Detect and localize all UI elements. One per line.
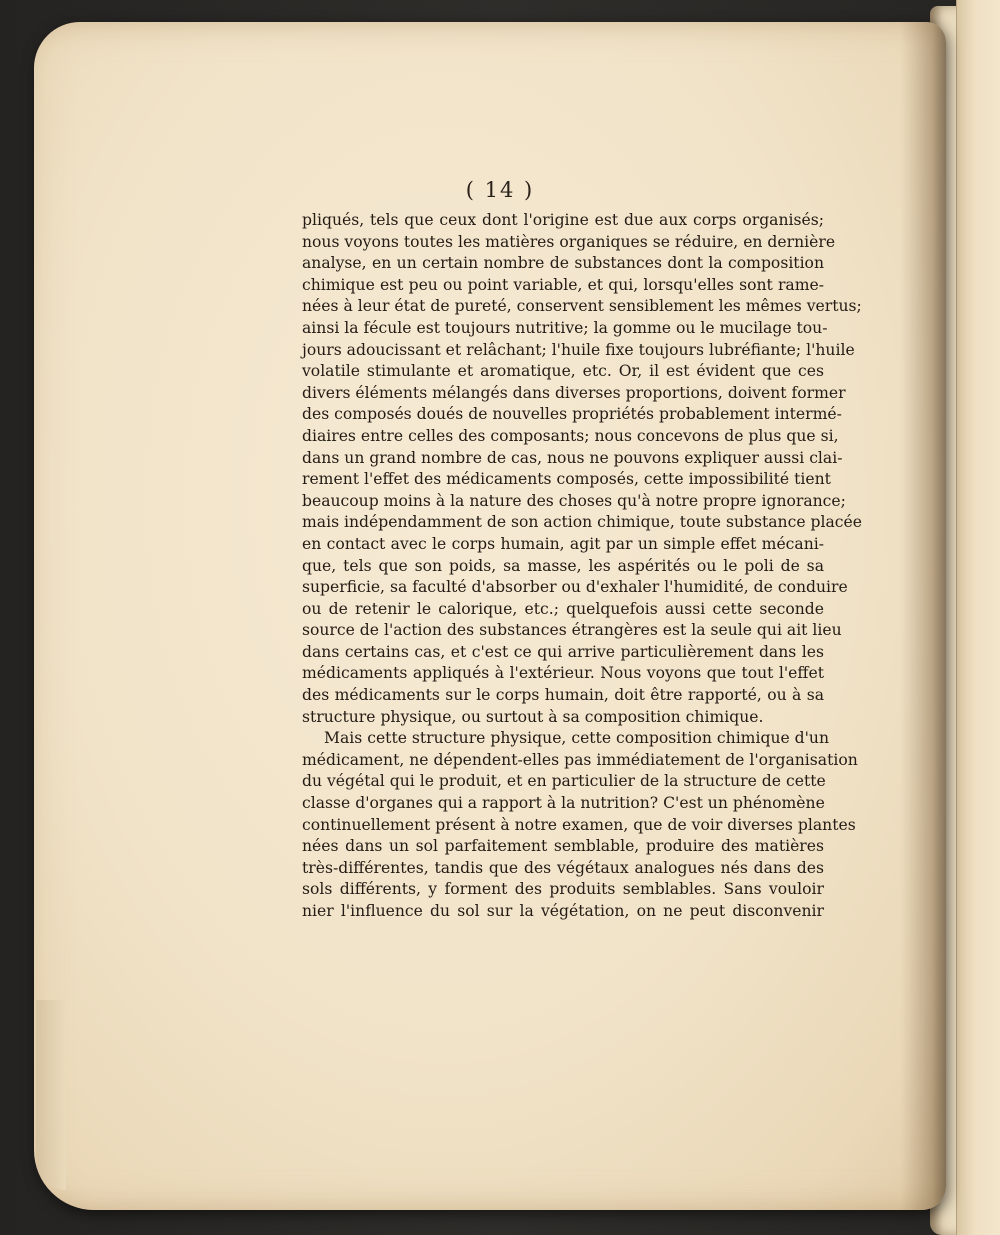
book-fore-edge: [956, 0, 1000, 1235]
text-line: médicaments appliqués à l'extérieur. Nous voyons que tout l'effet: [302, 664, 824, 683]
text-line: mais indépendamment de son action chimique, toute substance placée: [302, 513, 862, 532]
text-line: beaucoup moins à la nature des choses qu'à notre propre ignorance;: [302, 491, 846, 510]
text-line: en contact avec le corps humain, agit par un simple effet mécani-: [302, 534, 824, 553]
page-number: ( 14 ): [465, 178, 535, 202]
text-line: Mais cette structure physique, cette composition chimique d'un: [324, 729, 830, 748]
paragraph-2: [302, 728, 858, 922]
text-line: pliqués, tels que ceux dont l'origine est due aux corps organisés;: [302, 211, 824, 229]
text-line: divers éléments mélangés dans diverses proportions, doivent former: [302, 383, 846, 402]
text-line: diaires entre celles des composants; nous concevons de plus que si,: [302, 426, 839, 445]
text-line: très-différentes, tandis que des végétaux analogues nés dans des: [302, 858, 824, 877]
text-line: des médicaments sur le corps humain, doit être rapporté, ou à sa: [302, 686, 824, 705]
text-line: rement l'effet des médicaments composés, cette impossibilité tient: [302, 470, 831, 489]
text-line: nier l'influence du sol sur la végétation, on ne peut disconvenir: [302, 902, 824, 920]
text-line: jours adoucissant et relâchant; l'huile fixe toujours lubréfiante; l'huile: [302, 340, 855, 359]
text-line: classe d'organes qui a rapport à la nutrition? C'est un phénomène: [302, 794, 825, 813]
text-line: nées dans un sol parfaitement semblable, produire des matières: [302, 837, 824, 856]
text-line: dans un grand nombre de cas, nous ne pouvons expliquer aussi clai-: [302, 448, 843, 467]
paragraph-1: [302, 210, 862, 728]
text-line: nées à leur état de pureté, conservent sensiblement les mêmes vertus;: [302, 297, 862, 316]
text-line: des composés doués de nouvelles propriétés probablement intermé-: [302, 405, 842, 424]
text-line: sols différents, y forment des produits semblables. Sans vouloir: [302, 880, 824, 899]
text-line: ou de retenir le calorique, etc.; quelquefois aussi cette seconde: [302, 599, 824, 618]
worn-page-corner: [36, 1000, 66, 1190]
text-line: que, tels que son poids, sa masse, les aspérités ou le poli de sa: [302, 556, 824, 575]
text-line: structure physique, ou surtout à sa composition chimique.: [302, 707, 764, 726]
text-line: nous voyons toutes les matières organiques se réduire, en dernière: [302, 232, 836, 251]
text-line: volatile stimulante et aromatique, etc. Or, il est évident que ces: [302, 362, 824, 381]
text-line: source de l'action des substances étrangères est la seule qui ait lieu: [302, 621, 842, 640]
text-line: analyse, en un certain nombre de substances dont la composition: [302, 254, 824, 273]
text-line: ainsi la fécule est toujours nutritive; la gomme ou le mucilage tou-: [302, 318, 828, 337]
text-line: dans certains cas, et c'est ce qui arrive particulièrement dans les: [302, 642, 824, 661]
text-line: superficie, sa faculté d'absorber ou d'exhaler l'humidité, de conduire: [302, 578, 848, 597]
body-text: [302, 210, 862, 923]
text-line: chimique est peu ou point variable, et qui, lorsqu'elles sont rame-: [302, 275, 824, 294]
text-line: continuellement présent à notre examen, que de voir diverses plantes: [302, 815, 856, 834]
text-line: médicament, ne dépendent-elles pas immédiatement de l'organisation: [302, 750, 858, 769]
text-line: du végétal qui le produit, et en particulier de la structure de cette: [302, 772, 826, 791]
